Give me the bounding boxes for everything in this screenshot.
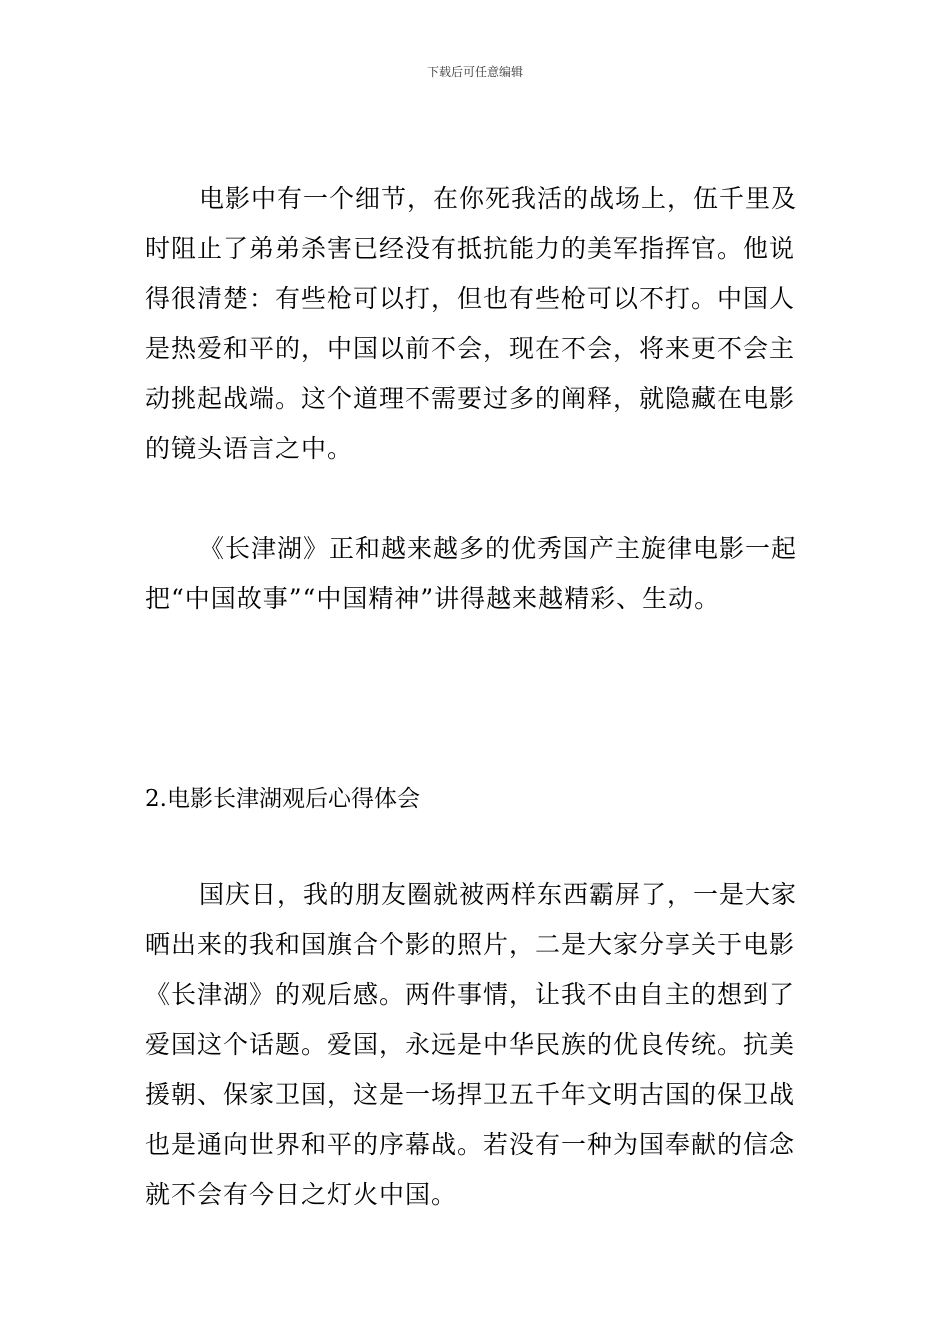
- page-header: 下载后可任意编辑: [426, 65, 523, 79]
- paragraph-3: 国庆日，我的朋友圈就被两样东西霸屏了，一是大家晒出来的我和国旗合个影的照片，二是大家分享关于电影《长津湖》的观后感。两件事情，让我不由自主的想到了爱国这个话题。爱国，永远是中华民族的优良传统。抗美援朝、保家卫国，这是一场捍卫五千年文明古国的保卫战也是通向世界和平的序幕战。若没有一种为国奉献的信念就不会有今日之灯火中国。: [145, 880, 798, 1209]
- paragraph-2: 《长津湖》正和越来越多的优秀国产主旋律电影一起把“中国故事”“中国精神”讲得越来越精彩、生动。: [145, 534, 798, 613]
- section-heading: 2.电影长津湖观后心得体会: [145, 786, 420, 812]
- paragraph-1: 电影中有一个细节，在你死我活的战场上，伍千里及时阻止了弟弟杀害已经没有抵抗能力的美军指挥官。他说得很清楚：有些枪可以打，但也有些枪可以不打。中国人是热爱和平的，中国以前不会，现在不会，将来更不会主动挑起战端。这个道理不需要过多的阐释，就隐藏在电影的镜头语言之中。: [145, 184, 798, 463]
